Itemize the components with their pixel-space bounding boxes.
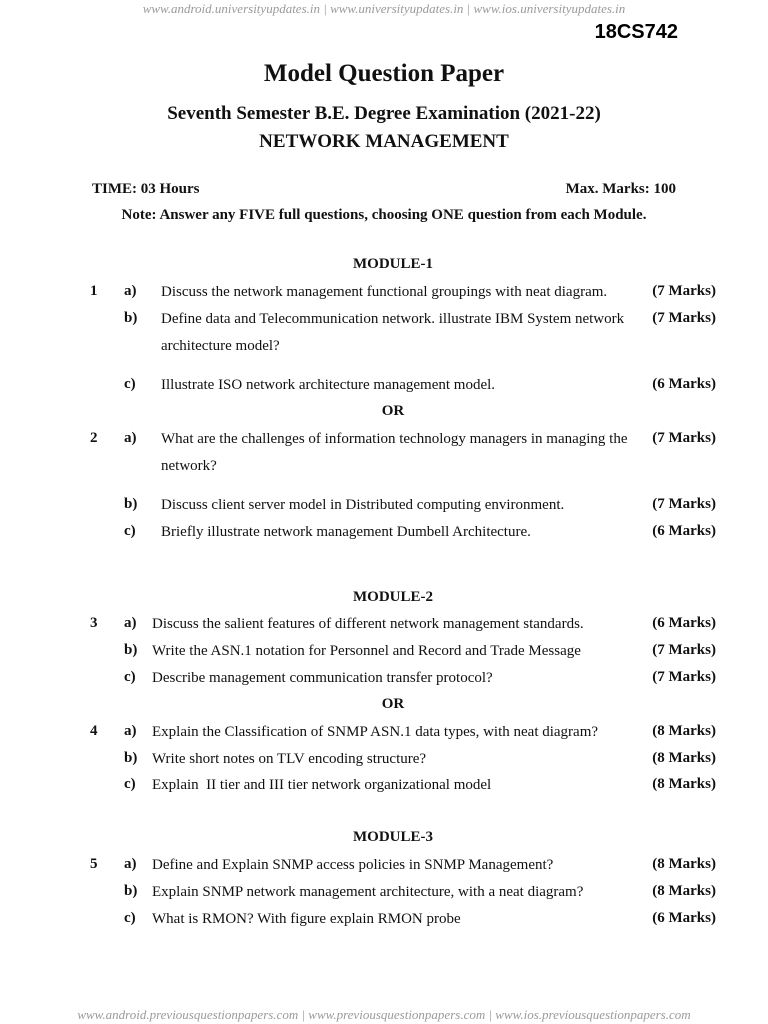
part-label: c) (124, 376, 136, 392)
question-number: 2 (90, 430, 98, 446)
or-separator: OR (381, 696, 405, 712)
part-label: a) (124, 615, 137, 631)
part-label: b) (124, 496, 138, 512)
question-text: Explain SNMP network management architecture, with a neat diagram? (152, 884, 584, 900)
marks-label: (7 Marks) (652, 310, 716, 326)
question-text: Illustrate ISO network architecture management model. (161, 377, 496, 393)
part-label: c) (124, 776, 136, 792)
marks-label: (7 Marks) (652, 283, 716, 299)
part-label: c) (124, 523, 136, 539)
part-label: b) (124, 883, 138, 899)
part-label: a) (124, 430, 137, 446)
question-text: Discuss client server model in Distributed computing environment. (161, 497, 565, 513)
max-marks: Max. Marks: 100 (565, 181, 676, 197)
question-text: Describe management communication transfer protocol? (152, 670, 493, 686)
time-duration: TIME: 03 Hours (92, 181, 200, 197)
marks-label: (8 Marks) (652, 883, 716, 899)
marks-label: (6 Marks) (652, 910, 716, 926)
part-label: a) (124, 856, 137, 872)
question-text: Define data and Telecommunication network. illustrate IBM System network architecture model? (161, 311, 625, 354)
marks-label: (6 Marks) (652, 615, 716, 631)
module-heading: MODULE-2 (353, 589, 433, 605)
marks-label: (8 Marks) (652, 723, 716, 739)
course-code: 18CS742 (594, 21, 678, 43)
marks-label: (8 Marks) (652, 750, 716, 766)
instruction-note: Note: Answer any FIVE full questions, choosing ONE question from each Module. (121, 207, 647, 223)
marks-label: (6 Marks) (652, 376, 716, 392)
part-label: b) (124, 642, 138, 658)
part-label: a) (124, 723, 137, 739)
marks-label: (8 Marks) (652, 856, 716, 872)
part-label: c) (124, 669, 136, 685)
question-number: 5 (90, 856, 98, 872)
module-heading: MODULE-3 (353, 829, 433, 845)
question-number: 3 (90, 615, 98, 631)
question-text: Write short notes on TLV encoding structure? (152, 751, 427, 767)
marks-label: (7 Marks) (652, 669, 716, 685)
exam-title: Seventh Semester B.E. Degree Examination (2021-22) (167, 103, 601, 124)
question-number: 4 (90, 723, 98, 739)
part-label: a) (124, 283, 137, 299)
question-number: 1 (90, 283, 98, 299)
page-title: Model Question Paper (263, 60, 505, 87)
question-text: Discuss the network management functional groupings with neat diagram. (161, 284, 608, 300)
part-label: c) (124, 910, 136, 926)
part-label: b) (124, 310, 138, 326)
question-text: What is RMON? With figure explain RMON probe (152, 911, 461, 927)
question-text: Write the ASN.1 notation for Personnel and Record and Trade Message (152, 643, 581, 659)
part-label: b) (124, 750, 138, 766)
question-text: Define and Explain SNMP access policies in SNMP Management? (152, 857, 554, 873)
marks-label: (7 Marks) (652, 642, 716, 658)
question-text: Briefly illustrate network management Dumbell Architecture. (161, 524, 531, 540)
marks-label: (7 Marks) (652, 496, 716, 512)
question-text: Explain II tier and III tier network organizational model (152, 777, 492, 793)
question-text: Discuss the salient features of different network management standards. (152, 616, 584, 632)
marks-label: (8 Marks) (652, 776, 716, 792)
or-separator: OR (381, 403, 405, 419)
question-text: Explain the Classification of SNMP ASN.1 data types, with neat diagram? (152, 724, 599, 740)
marks-label: (7 Marks) (652, 430, 716, 446)
module-heading: MODULE-1 (353, 256, 433, 272)
marks-label: (6 Marks) (652, 523, 716, 539)
subject-title: NETWORK MANAGEMENT (259, 131, 509, 152)
question-text: What are the challenges of information technology managers in managing the network? (161, 431, 628, 474)
watermark-bottom: www.android.previousquestionpapers.com | www.previousquestionpapers.com | www.ios.previousquestionpapers.com (77, 1007, 691, 1022)
watermark-top: www.android.universityupdates.in | www.universityupdates.in | www.ios.universityupdates.in (142, 1, 626, 16)
